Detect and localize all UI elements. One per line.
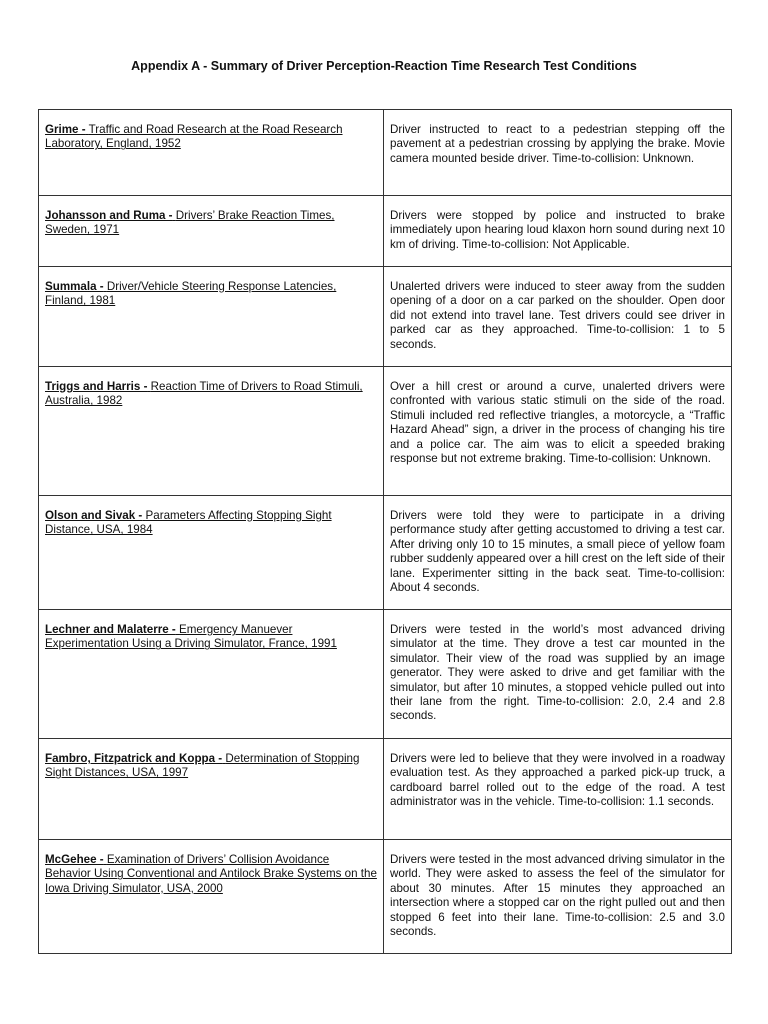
study-author: Triggs and Harris - [45,380,148,393]
study-cell [39,840,384,954]
study-cell [39,196,384,267]
study-author: Johansson and Ruma - [45,209,173,222]
study-cell [39,110,384,196]
table-row [39,267,732,367]
study-title: Driver/Vehicle Steering Response Latencies, Finland, 1981 [45,280,337,308]
study-title: Traffic and Road Research at the Road Research Laboratory, England, 1952 [45,123,343,151]
study-author: Lechner and Malaterre - [45,623,176,636]
test-conditions: Over a hill crest or around a curve, unalerted drivers were confronted with various static stimuli on the side of the road. Stimuli included red reflective triangles, a motorcycle, a “Traffic Hazard Ahead” sign, a driver in the process of changing his tire and a police car. The aim was to elicit a speeded braking response but not extreme braking. Time-to-collision: Unknown. [384,367,732,496]
table-row [39,367,732,496]
test-conditions: Drivers were led to believe that they were involved in a roadway evaluation test. As they approached a parked pick-up truck, a cardboard barrel rolled out to the edge of the road. A test administrator was in the vehicle. Time-to-collision: 1.1 seconds. [384,739,732,840]
table-row [39,496,732,610]
test-conditions: Unalerted drivers were induced to steer away from the sudden opening of a door on a car parked on the shoulder. Open door did not extend into travel lane. Test drivers could see driver in parked car as they approached. Time-to-collision: 1 to 5 seconds. [384,267,732,367]
study-title: Drivers’ Brake Reaction Times, Sweden, 1971 [45,209,335,237]
summary-table [38,109,732,954]
page-title: Appendix A - Summary of Driver Perception-Reaction Time Research Test Conditions [131,59,637,73]
study-author: Summala - [45,280,104,293]
test-conditions: Drivers were stopped by police and instructed to brake immediately upon hearing loud klaxon horn sound during next 10 km of driving. Time-to-collision: Not Applicable. [384,196,732,267]
table-row [39,196,732,267]
study-cell [39,367,384,496]
test-conditions: Drivers were tested in the most advanced driving simulator in the world. They were asked to assess the feel of the simulator for about 30 minutes. After 15 minutes they approached an intersection where a stopped car on the right pulled out and then stopped 6 feet into their lane. Time-to-collision: 2.5 and 3.0 seconds. [384,840,732,954]
study-title: Parameters Affecting Stopping Sight Distance, USA, 1984 [45,509,332,537]
study-cell [39,496,384,610]
test-conditions: Drivers were tested in the world’s most advanced driving simulator at the time. They drove a test car mounted in the simulator. Their view of the road was supplied by an image generator. They were asked to drive and get familiar with the simulator, but after 10 minutes, a stopped vehicle pulled out into their lane from the right. Time-to-collision: 2.0, 2.4 and 2.8 seconds. [384,610,732,739]
study-title: Emergency Manuever Experimentation Using a Driving Simulator, France, 1991 [45,623,337,651]
study-title: Examination of Drivers’ Collision Avoidance Behavior Using Conventional and Antilock Brake Systems on the Iowa Driving Simulator, USA, 2000 [45,853,377,895]
study-author: McGehee - [45,853,104,866]
study-cell [39,267,384,367]
study-cell [39,610,384,739]
study-author: Grime - [45,123,86,136]
test-conditions: Drivers were told they were to participate in a driving performance study after getting accustomed to driving a test car. After driving only 10 to 15 minutes, a small piece of yellow foam rubber suddenly appeared over a hill crest on the left side of their lane. Experimenter sitting in the back seat. Time-to-collision: About 4 seconds. [384,496,732,610]
study-title: Determination of Stopping Sight Distances, USA, 1997 [45,752,360,780]
table-row [39,110,732,196]
study-title: Reaction Time of Drivers to Road Stimuli, Australia, 1982 [45,380,363,408]
table-row [39,610,732,739]
table-row [39,739,732,840]
test-conditions: Driver instructed to react to a pedestrian stepping off the pavement at a pedestrian crossing by applying the brake. Movie camera mounted beside driver. Time-to-collision: Unknown. [384,110,732,196]
study-author: Olson and Sivak - [45,509,143,522]
study-cell [39,739,384,840]
table-row [39,840,732,954]
study-author: Fambro, Fitzpatrick and Koppa - [45,752,223,765]
